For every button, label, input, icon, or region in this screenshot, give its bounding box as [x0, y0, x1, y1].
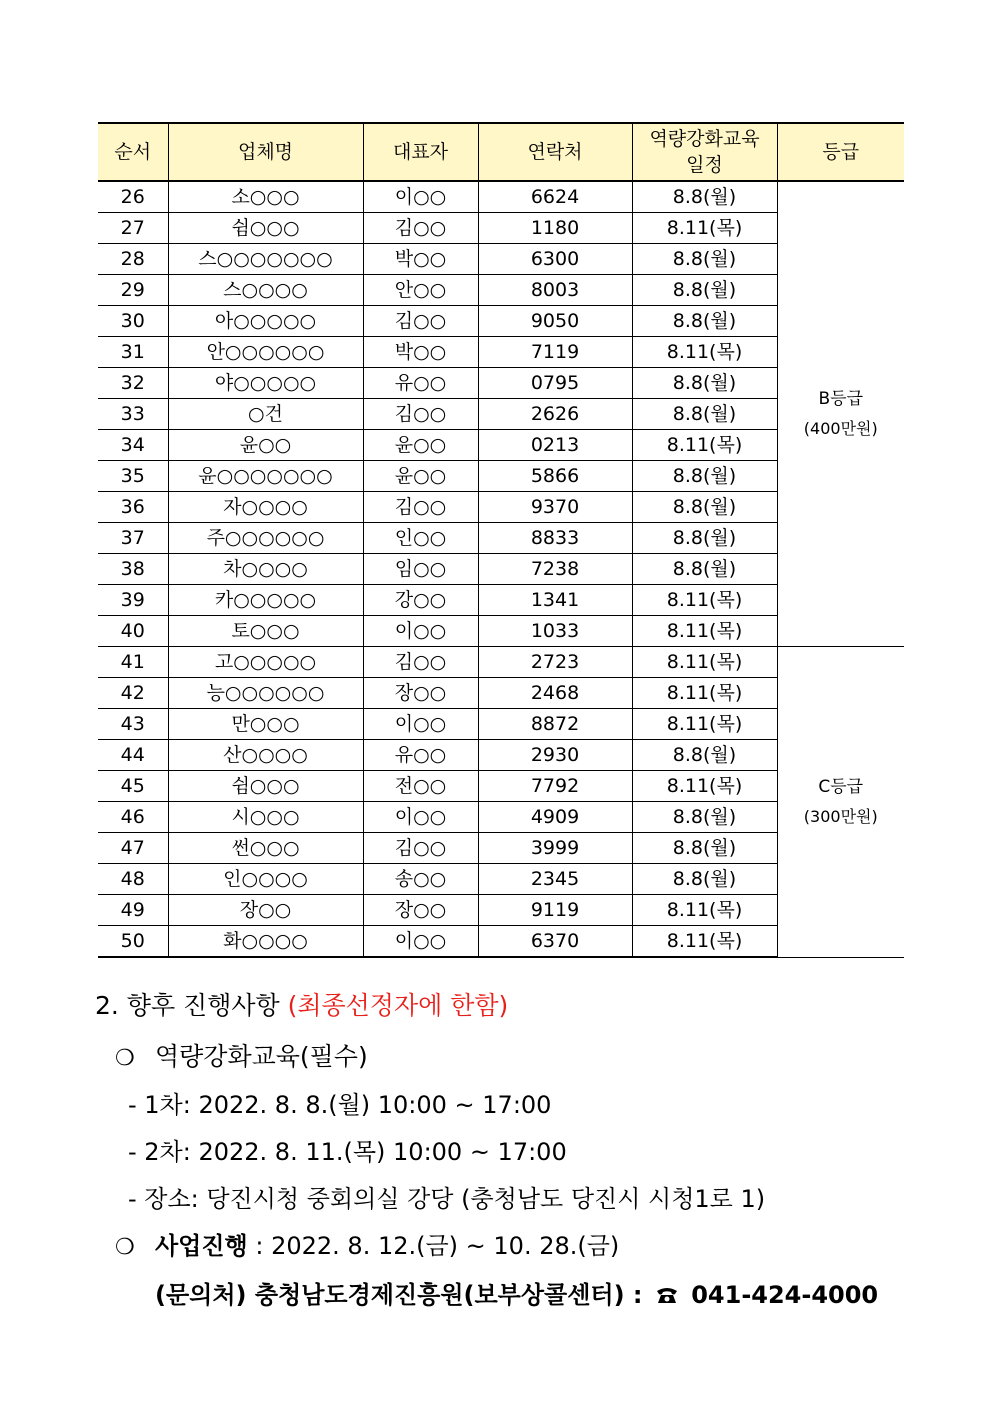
bullet-circle-icon: ❍ — [115, 1046, 135, 1071]
cell-company: 윤○○○○○○○ — [168, 461, 363, 492]
cell-company: 윤○○ — [168, 430, 363, 461]
cell-rep: 유○○ — [363, 368, 478, 399]
cell-no: 40 — [98, 616, 168, 647]
cell-company: 쉼○○○ — [168, 213, 363, 244]
cell-contact: 1341 — [478, 585, 632, 616]
cell-rep: 안○○ — [363, 275, 478, 306]
cell-company: 카○○○○○ — [168, 585, 363, 616]
cell-no: 33 — [98, 399, 168, 430]
cell-contact: 0213 — [478, 430, 632, 461]
cell-contact: 9370 — [478, 492, 632, 523]
cell-schedule: 8.8(월) — [632, 275, 777, 306]
cell-schedule: 8.8(월) — [632, 181, 777, 213]
cell-rep: 윤○○ — [363, 430, 478, 461]
cell-company: 썬○○○ — [168, 833, 363, 864]
cell-contact: 9050 — [478, 306, 632, 337]
header-rep: 대표자 — [363, 123, 478, 181]
grade-amount: (400만원) — [803, 419, 878, 438]
cell-no: 42 — [98, 678, 168, 709]
cell-schedule: 8.11(목) — [632, 213, 777, 244]
cell-company: 장○○ — [168, 895, 363, 926]
cell-rep: 강○○ — [363, 585, 478, 616]
telephone-icon — [655, 1285, 679, 1305]
cell-schedule: 8.11(목) — [632, 709, 777, 740]
cell-no: 28 — [98, 244, 168, 275]
cell-contact: 8833 — [478, 523, 632, 554]
cell-company: 안○○○○○○ — [168, 337, 363, 368]
table-header-row — [98, 123, 904, 181]
cell-rep: 이○○ — [363, 926, 478, 958]
cell-company: 야○○○○○ — [168, 368, 363, 399]
cell-company: 소○○○ — [168, 181, 363, 213]
cell-contact: 5866 — [478, 461, 632, 492]
cell-no: 49 — [98, 895, 168, 926]
cell-company: 산○○○○ — [168, 740, 363, 771]
cell-contact: 7119 — [478, 337, 632, 368]
cell-rep: 장○○ — [363, 895, 478, 926]
cell-no: 34 — [98, 430, 168, 461]
cell-company: 자○○○○ — [168, 492, 363, 523]
cell-rep: 인○○ — [363, 523, 478, 554]
header-no: 순서 — [98, 123, 168, 181]
header-schedule: 역량강화교육 일정 — [632, 123, 777, 181]
cell-rep: 윤○○ — [363, 461, 478, 492]
cell-rep: 박○○ — [363, 244, 478, 275]
cell-no: 32 — [98, 368, 168, 399]
cell-rep: 송○○ — [363, 864, 478, 895]
cell-company: 만○○○ — [168, 709, 363, 740]
education-detail-3: - 장소: 당진시청 중회의실 강당 (충청남도 당진시 시청1로 1) — [128, 1185, 766, 1213]
cell-contact: 7792 — [478, 771, 632, 802]
cell-rep: 김○○ — [363, 647, 478, 678]
header-company: 업체명 — [168, 123, 363, 181]
education-detail-2: - 2차: 2022. 8. 11.(목) 10:00 ~ 17:00 — [128, 1138, 567, 1166]
cell-rep: 이○○ — [363, 709, 478, 740]
cell-company: 스○○○○ — [168, 275, 363, 306]
cell-schedule: 8.11(목) — [632, 337, 777, 368]
cell-no: 41 — [98, 647, 168, 678]
cell-contact: 1180 — [478, 213, 632, 244]
cell-no: 48 — [98, 864, 168, 895]
cell-company: 능○○○○○○ — [168, 678, 363, 709]
cell-contact: 3999 — [478, 833, 632, 864]
cell-rep: 장○○ — [363, 678, 478, 709]
project-heading — [115, 1226, 992, 1261]
cell-no: 36 — [98, 492, 168, 523]
cell-schedule: 8.11(목) — [632, 771, 777, 802]
grade-amount: (300만원) — [803, 806, 878, 826]
table-row — [98, 181, 904, 213]
cell-schedule: 8.8(월) — [632, 802, 777, 833]
education-heading-text: 역량강화교육(필수) — [155, 1042, 368, 1071]
cell-schedule: 8.11(목) — [632, 585, 777, 616]
company-list-table — [98, 122, 904, 958]
header-contact: 연락처 — [478, 123, 632, 181]
cell-no: 43 — [98, 709, 168, 740]
section-title-note: (최종선정자에 한함) — [287, 991, 509, 1020]
section-title-text: 2. 향후 진행사항 — [95, 991, 288, 1020]
cell-schedule: 8.8(월) — [632, 864, 777, 895]
cell-rep: 김○○ — [363, 213, 478, 244]
cell-no: 35 — [98, 461, 168, 492]
cell-schedule: 8.8(월) — [632, 244, 777, 275]
cell-contact: 6624 — [478, 181, 632, 213]
education-heading — [115, 1037, 992, 1073]
grade-name: B등급 — [818, 389, 863, 409]
cell-no: 47 — [98, 833, 168, 864]
grade-name: C등급 — [818, 776, 864, 797]
cell-schedule: 8.8(월) — [632, 461, 777, 492]
cell-no: 31 — [98, 337, 168, 368]
cell-no: 45 — [98, 771, 168, 802]
cell-company: 화○○○○ — [168, 926, 363, 958]
cell-rep: 이○○ — [363, 616, 478, 647]
project-period: : 2022. 8. 12.(금) ~ 10. 28.(금) — [247, 1232, 620, 1260]
cell-contact: 7238 — [478, 554, 632, 585]
cell-rep: 김○○ — [363, 306, 478, 337]
cell-schedule: 8.8(월) — [632, 492, 777, 523]
cell-contact: 2468 — [478, 678, 632, 709]
cell-rep: 박○○ — [363, 337, 478, 368]
cell-company: 인○○○○ — [168, 864, 363, 895]
cell-contact: 1033 — [478, 616, 632, 647]
cell-schedule: 8.11(목) — [632, 926, 777, 958]
cell-rep: 김○○ — [363, 833, 478, 864]
cell-company: 토○○○ — [168, 616, 363, 647]
cell-no: 30 — [98, 306, 168, 337]
bullet-circle-icon: ❍ — [115, 1235, 135, 1260]
table-row — [98, 647, 904, 678]
cell-company: 스○○○○○○○ — [168, 244, 363, 275]
cell-no: 39 — [98, 585, 168, 616]
cell-company: 고○○○○○ — [168, 647, 363, 678]
cell-contact: 2626 — [478, 399, 632, 430]
cell-no: 37 — [98, 523, 168, 554]
contact-line — [155, 1275, 992, 1310]
cell-company: 쉼○○○ — [168, 771, 363, 802]
header-grade: 등급 — [777, 123, 904, 181]
cell-contact: 4909 — [478, 802, 632, 833]
education-detail-1: - 1차: 2022. 8. 8.(월) 10:00 ~ 17:00 — [128, 1091, 552, 1119]
cell-schedule: 8.11(목) — [632, 895, 777, 926]
project-heading-text: 사업진행 — [155, 1232, 248, 1260]
cell-rep: 유○○ — [363, 740, 478, 771]
cell-schedule: 8.11(목) — [632, 430, 777, 461]
section-title — [95, 986, 992, 1022]
cell-contact: 6370 — [478, 926, 632, 958]
cell-no: 46 — [98, 802, 168, 833]
cell-schedule: 8.8(월) — [632, 368, 777, 399]
contact-phone: 041-424-4000 — [691, 1281, 879, 1309]
cell-no: 44 — [98, 740, 168, 771]
cell-contact: 6300 — [478, 244, 632, 275]
cell-no: 50 — [98, 926, 168, 958]
cell-contact: 2345 — [478, 864, 632, 895]
cell-company: 차○○○○ — [168, 554, 363, 585]
cell-rep: 김○○ — [363, 492, 478, 523]
cell-company: ○건 — [168, 399, 363, 430]
cell-contact: 2930 — [478, 740, 632, 771]
cell-schedule: 8.11(목) — [632, 678, 777, 709]
cell-no: 38 — [98, 554, 168, 585]
cell-company: 주○○○○○○ — [168, 523, 363, 554]
grade-cell — [777, 647, 904, 958]
cell-schedule: 8.8(월) — [632, 399, 777, 430]
cell-schedule: 8.8(월) — [632, 833, 777, 864]
cell-company: 아○○○○○ — [168, 306, 363, 337]
grade-cell — [777, 181, 904, 647]
cell-schedule: 8.11(목) — [632, 616, 777, 647]
cell-schedule: 8.11(목) — [632, 647, 777, 678]
cell-rep: 이○○ — [363, 181, 478, 213]
cell-rep: 김○○ — [363, 399, 478, 430]
cell-rep: 전○○ — [363, 771, 478, 802]
cell-contact: 8872 — [478, 709, 632, 740]
cell-no: 27 — [98, 213, 168, 244]
cell-schedule: 8.8(월) — [632, 740, 777, 771]
cell-company: 시○○○ — [168, 802, 363, 833]
cell-contact: 2723 — [478, 647, 632, 678]
cell-schedule: 8.8(월) — [632, 523, 777, 554]
contact-label: (문의처) 충청남도경제진흥원(보부상콜센터) : — [155, 1281, 651, 1309]
cell-contact: 0795 — [478, 368, 632, 399]
cell-no: 26 — [98, 181, 168, 213]
cell-rep: 이○○ — [363, 802, 478, 833]
cell-schedule: 8.8(월) — [632, 554, 777, 585]
cell-no: 29 — [98, 275, 168, 306]
cell-rep: 임○○ — [363, 554, 478, 585]
cell-contact: 9119 — [478, 895, 632, 926]
cell-contact: 8003 — [478, 275, 632, 306]
cell-schedule: 8.8(월) — [632, 306, 777, 337]
